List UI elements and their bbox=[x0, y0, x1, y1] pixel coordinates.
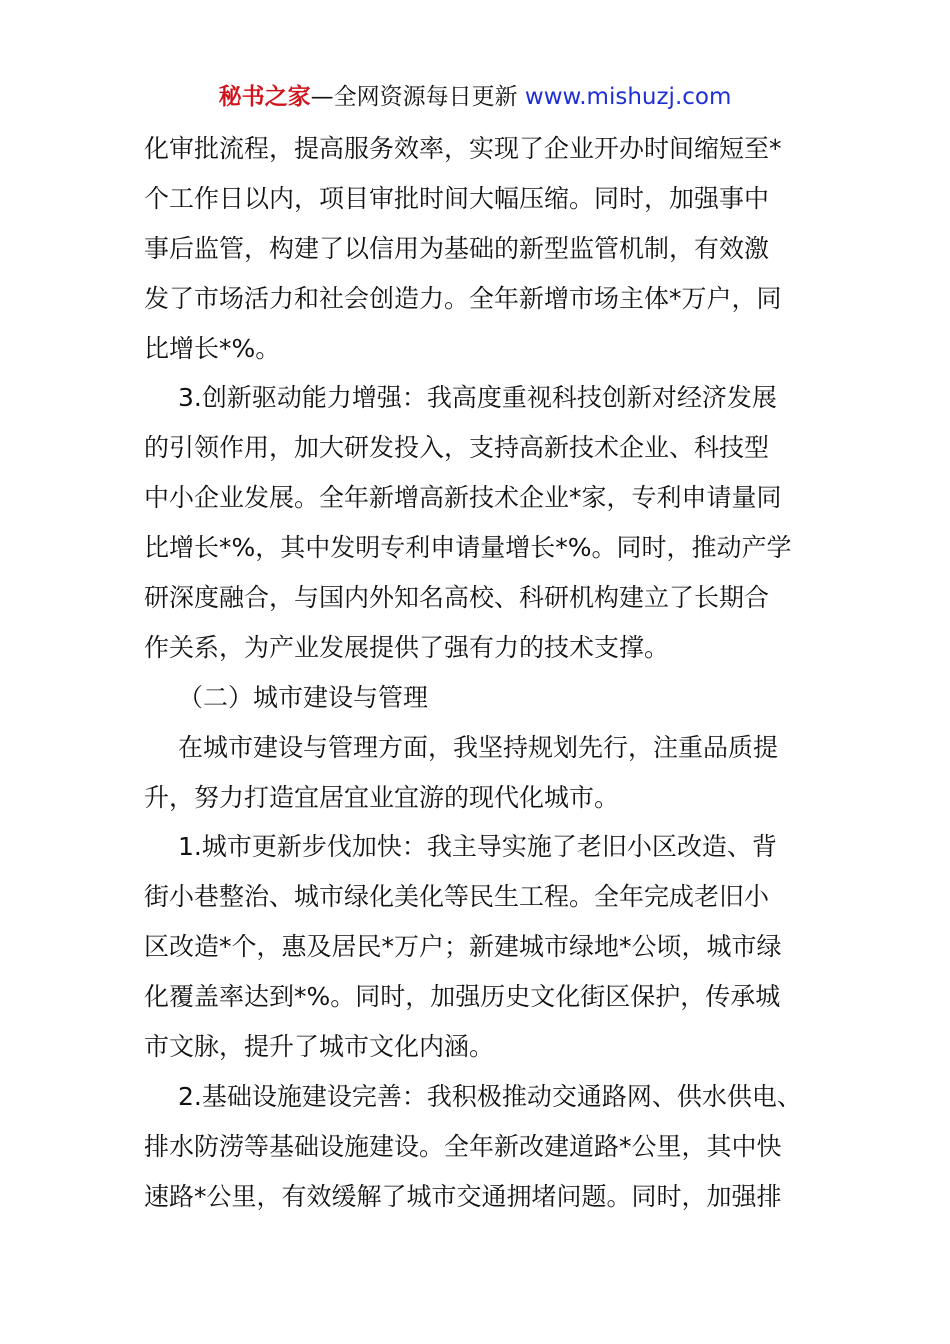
text-line: 化审批流程，提高服务效率，实现了企业开办时间缩短至* bbox=[144, 134, 782, 163]
text-line: 研深度融合，与国内外知名高校、科研机构建立了长期合 bbox=[144, 583, 770, 613]
text-line: 作关系，为产业发展提供了强有力的技术支撑。 bbox=[144, 632, 670, 662]
text-line: 中小企业发展。全年新增高新技术企业*家，专利申请量同 bbox=[144, 483, 782, 513]
section-heading: （二）城市建设与管理 bbox=[178, 682, 429, 712]
text-line: 街小巷整治、城市绿化美化等民生工程。全年完成老旧小 bbox=[144, 882, 770, 912]
text-line: 排水防涝等基础设施建设。全年新改建道路*公里，其中快 bbox=[144, 1131, 782, 1161]
text-line: 的引领作用，加大研发投入，支持高新技术企业、科技型 bbox=[144, 433, 770, 463]
paragraph-start-line: 2.基础设施建设完善：我积极推动交通路网、供水供电、 bbox=[178, 1081, 802, 1111]
text-line: 个工作日以内，项目审批时间大幅压缩。同时，加强事中 bbox=[144, 183, 770, 213]
text-line: 化覆盖率达到*%。同时，加强历史文化街区保护，传承城 bbox=[144, 982, 781, 1012]
text-line: 比增长*%，其中发明专利申请量增长*%。同时，推动产学 bbox=[144, 533, 792, 563]
paragraph-start-line: 1.城市更新步伐加快：我主导实施了老旧小区改造、背 bbox=[178, 832, 777, 862]
text-line: 速路*公里，有效缓解了城市交通拥堵问题。同时，加强排 bbox=[144, 1181, 782, 1211]
site-url: www.mishuzj.com bbox=[524, 84, 732, 110]
text-line: 升，努力打造宜居宜业宜游的现代化城市。 bbox=[144, 782, 620, 812]
text-line: 发了市场活力和社会创造力。全年新增市场主体*万户，同 bbox=[144, 283, 782, 313]
site-header bbox=[0, 80, 950, 114]
paragraph-start-line: 3.创新驱动能力增强：我高度重视科技创新对经济发展 bbox=[178, 383, 777, 413]
brand-name: 秘书之家 bbox=[218, 84, 311, 110]
text-line: 事后监管，构建了以信用为基础的新型监管机制，有效激 bbox=[144, 233, 770, 263]
header-tagline: —全网资源每日更新 bbox=[310, 84, 525, 110]
text-line: 比增长*%。 bbox=[144, 333, 281, 363]
text-line: 区改造*个，惠及居民*万户；新建城市绿地*公顷，城市绿 bbox=[144, 932, 782, 962]
text-line: 市文脉，提升了城市文化内涵。 bbox=[144, 1032, 495, 1062]
document-body bbox=[144, 124, 809, 1222]
paragraph-start-line: 在城市建设与管理方面，我坚持规划先行，注重品质提 bbox=[178, 732, 779, 762]
